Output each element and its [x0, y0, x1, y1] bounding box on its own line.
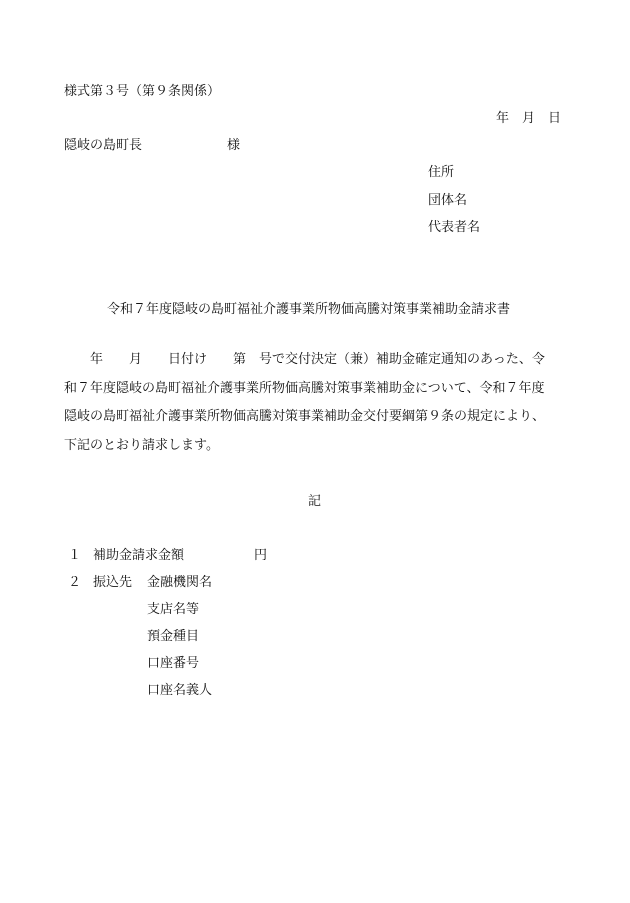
- representative-label: 代表者名: [428, 220, 481, 235]
- item2-label: 振込先: [93, 575, 133, 590]
- address-label: 住所: [428, 165, 455, 180]
- item1-label: 補助金請求金額: [93, 548, 185, 563]
- bank-field-name: 金融機関名: [147, 575, 213, 590]
- addressee-name: 隠岐の島町長: [64, 138, 143, 153]
- body-line-1: 年 月 日付け 第 号で交付決定（兼）補助金確定通知のあった、令: [64, 352, 545, 367]
- item1-number: １: [68, 548, 82, 563]
- body-line-3: 隠岐の島町福祉介護事業所物価高騰対策事業補助金交付要綱第９条の規定により、: [64, 409, 546, 424]
- bank-field-branch: 支店名等: [147, 602, 200, 617]
- body-line-2: 和７年度隠岐の島町福祉介護事業所物価高騰対策事業補助金について、令和７年度: [64, 381, 545, 396]
- organization-label: 団体名: [428, 193, 468, 208]
- addressee-honorific: 様: [227, 138, 241, 153]
- bank-field-account-number: 口座番号: [147, 656, 200, 671]
- item2-number: ２: [68, 575, 82, 590]
- bank-field-account-holder: 口座名義人: [147, 683, 213, 698]
- item1-unit: 円: [254, 548, 268, 563]
- bank-field-account-type: 預金種目: [147, 629, 200, 644]
- body-line-4: 下記のとおり請求します。: [64, 438, 219, 453]
- date-line: 年 月 日: [496, 111, 562, 126]
- form-number: 様式第３号（第９条関係）: [64, 84, 221, 99]
- ki-heading: 記: [308, 494, 322, 509]
- document-title: 令和７年度隠岐の島町福祉介護事業所物価高騰対策事業補助金請求書: [107, 302, 511, 317]
